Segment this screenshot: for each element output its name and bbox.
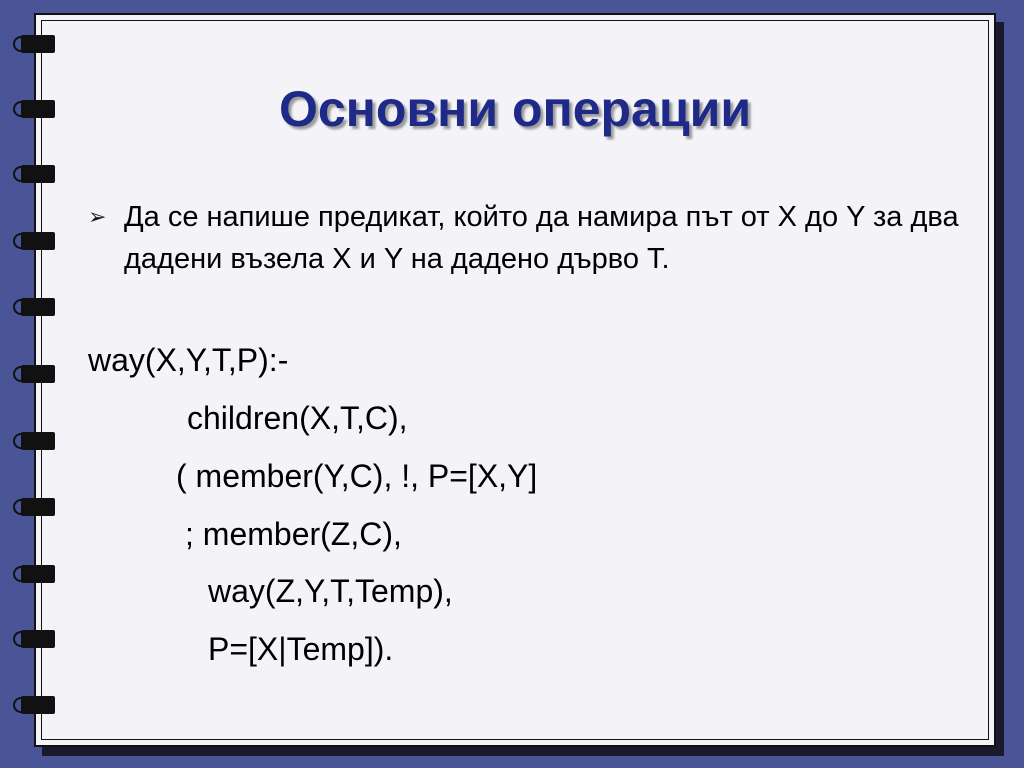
spiral-binding-ring-icon — [13, 630, 55, 648]
code-line: children(X,T,C), — [187, 400, 408, 436]
spiral-binding-ring-icon — [13, 432, 55, 450]
code-line: way(X,Y,T,P):- — [88, 342, 289, 378]
bullet-item — [88, 196, 978, 280]
code-line: ; member(Z,C), — [185, 516, 402, 552]
spiral-binding-ring-icon — [13, 365, 55, 383]
spiral-binding-ring-icon — [13, 565, 55, 583]
bullet-text: Да се напише предикат, който да намира път от X до Y за два дадени възела X и Y на дадено дърво T. — [124, 201, 959, 275]
spiral-binding-ring-icon — [13, 35, 55, 53]
spiral-binding-ring-icon — [13, 298, 55, 316]
spiral-binding-ring-icon — [13, 498, 55, 516]
slide-title: Основни операции — [278, 81, 752, 137]
code-line: way(Z,Y,T,Temp), — [208, 573, 453, 609]
spiral-binding-ring-icon — [13, 165, 55, 183]
code-line: P=[X|Temp]). — [208, 631, 394, 667]
spiral-binding-ring-icon — [13, 696, 55, 714]
code-line: ( member(Y,C), !, P=[X,Y] — [176, 458, 538, 494]
spiral-binding-ring-icon — [13, 232, 55, 250]
arrow-bullet-icon: ➢ — [88, 204, 107, 229]
